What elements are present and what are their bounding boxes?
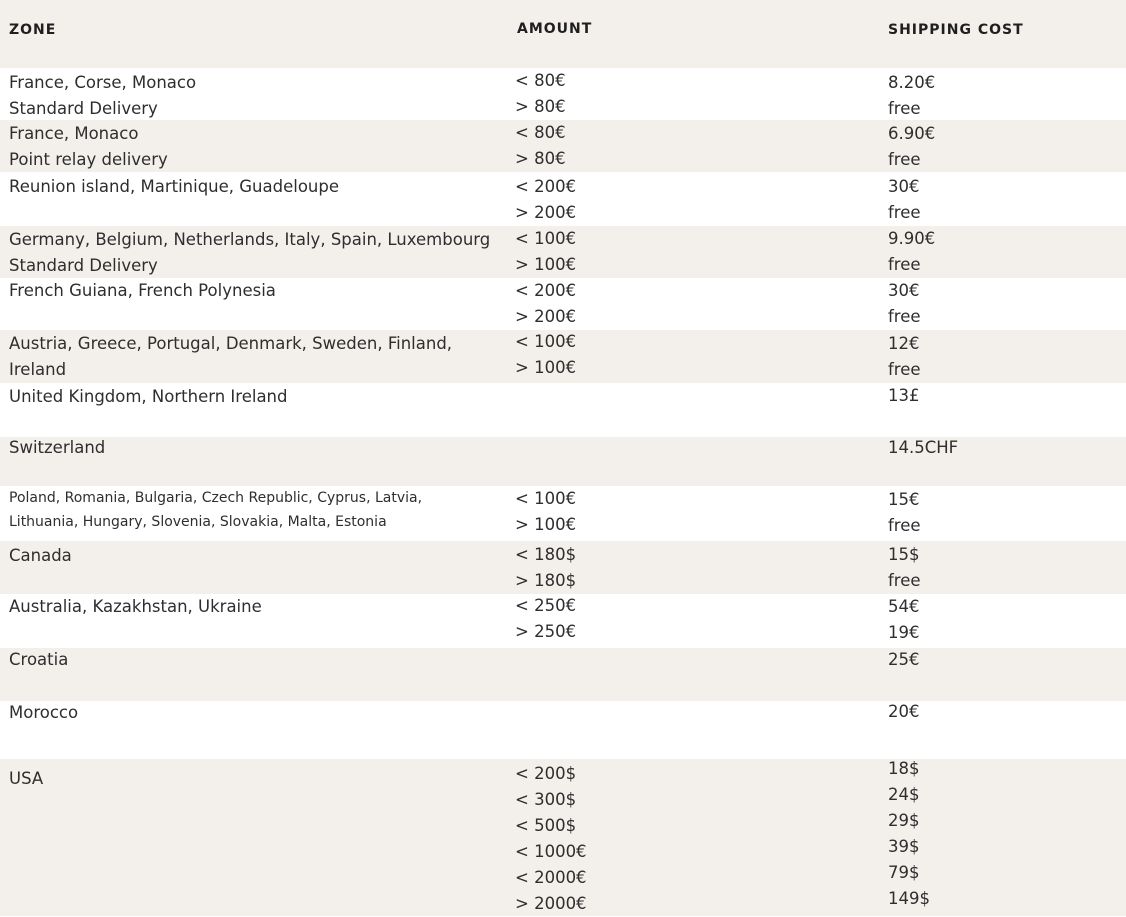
shipping-cost-cell: 18$	[888, 759, 920, 778]
shipping-cost-cell: 24$	[888, 785, 920, 804]
shipping-cost-cell: 15$	[888, 545, 920, 564]
table-row	[0, 648, 1126, 701]
shipping-cost-cell: free	[888, 307, 921, 326]
table-row	[0, 541, 1126, 594]
table-row	[0, 330, 1126, 383]
amount-cell: > 2000€	[515, 894, 587, 913]
zone-cell: Point relay delivery	[9, 150, 168, 169]
shipping-cost-cell: free	[888, 255, 921, 274]
zone-cell: United Kingdom, Northern Ireland	[9, 387, 288, 406]
shipping-cost-cell: 30€	[888, 177, 920, 196]
shipping-cost-cell: free	[888, 99, 921, 118]
shipping-cost-cell: 79$	[888, 863, 920, 882]
shipping-cost-cell: 54€	[888, 597, 920, 616]
amount-cell: < 200€	[515, 281, 577, 300]
shipping-cost-cell: 14.5CHF	[888, 438, 959, 457]
table-row	[0, 594, 1126, 648]
amount-cell: > 100€	[515, 255, 577, 274]
table-row	[0, 68, 1126, 120]
zone-cell: Croatia	[9, 650, 69, 669]
amount-column-header: AMOUNT	[517, 21, 593, 37]
table-row	[0, 383, 1126, 437]
amount-cell: < 2000€	[515, 868, 587, 887]
table-row	[0, 120, 1126, 172]
amount-cell: > 100€	[515, 515, 577, 534]
shipping-cost-cell: 30€	[888, 281, 920, 300]
shipping-cost-cell: 9.90€	[888, 229, 936, 248]
amount-cell: < 100€	[515, 229, 577, 248]
shipping-cost-cell: free	[888, 203, 921, 222]
zone-cell: France, Corse, Monaco	[9, 73, 197, 92]
table-row	[0, 701, 1126, 759]
amount-cell: < 80€	[515, 71, 566, 90]
zone-cell: France, Monaco	[9, 124, 139, 143]
table-header	[0, 0, 1126, 68]
zone-cell: Standard Delivery	[9, 256, 158, 275]
zone-column-header: ZONE	[9, 22, 57, 38]
shipping-cost-cell: 39$	[888, 837, 920, 856]
shipping-cost-cell: 13£	[888, 386, 920, 405]
table-row	[0, 278, 1126, 330]
amount-cell: < 300$	[515, 790, 577, 809]
amount-cell: > 200€	[515, 307, 577, 326]
amount-cell: > 100€	[515, 358, 577, 377]
shipping-cost-cell: 19€	[888, 623, 920, 642]
amount-cell: > 80€	[515, 97, 566, 116]
table-row	[0, 172, 1126, 226]
zone-cell: Germany, Belgium, Netherlands, Italy, Spain, Luxembourg	[9, 230, 491, 249]
shipping-cost-cell: 149$	[888, 889, 930, 908]
shipping-cost-cell: 20€	[888, 702, 920, 721]
zone-cell: Switzerland	[9, 438, 106, 457]
zone-cell: French Guiana, French Polynesia	[9, 281, 276, 300]
zone-cell: Standard Delivery	[9, 99, 158, 118]
zone-cell: Poland, Romania, Bulgaria, Czech Republic, Cyprus, Latvia,	[9, 490, 423, 506]
shipping-cost-cell: free	[888, 516, 921, 535]
table-row	[0, 437, 1126, 486]
shipping-cost-cell: free	[888, 360, 921, 379]
amount-cell: < 100€	[515, 489, 577, 508]
zone-cell: USA	[9, 769, 44, 788]
zone-cell: Lithuania, Hungary, Slovenia, Slovakia, Malta, Estonia	[9, 514, 387, 530]
shipping-cost-cell: 29$	[888, 811, 920, 830]
shipping-cost-cell: 12€	[888, 334, 920, 353]
shipping-cost-column-header: SHIPPING COST	[888, 22, 1024, 38]
amount-cell: < 100€	[515, 332, 577, 351]
amount-cell: < 200€	[515, 177, 577, 196]
table-row	[0, 759, 1126, 916]
amount-cell: > 200€	[515, 203, 577, 222]
shipping-cost-cell: 8.20€	[888, 73, 936, 92]
amount-cell: > 80€	[515, 149, 566, 168]
zone-cell: Morocco	[9, 703, 79, 722]
table-row	[0, 486, 1126, 541]
amount-cell: < 250€	[515, 596, 577, 615]
amount-cell: < 180$	[515, 545, 577, 564]
shipping-cost-cell: 25€	[888, 650, 920, 669]
amount-cell: > 250€	[515, 622, 577, 641]
table-row	[0, 226, 1126, 278]
amount-cell: < 80€	[515, 123, 566, 142]
zone-cell: Australia, Kazakhstan, Ukraine	[9, 597, 262, 616]
shipping-cost-cell: free	[888, 571, 921, 590]
shipping-cost-cell: free	[888, 150, 921, 169]
zone-cell: Reunion island, Martinique, Guadeloupe	[9, 177, 340, 196]
amount-cell: > 180$	[515, 571, 577, 590]
shipping-cost-cell: 6.90€	[888, 124, 936, 143]
zone-cell: Ireland	[9, 360, 67, 379]
amount-cell: < 200$	[515, 764, 577, 783]
zone-cell: Austria, Greece, Portugal, Denmark, Sweden, Finland,	[9, 334, 453, 353]
zone-cell: Canada	[9, 546, 72, 565]
amount-cell: < 500$	[515, 816, 577, 835]
shipping-cost-cell: 15€	[888, 490, 920, 509]
amount-cell: < 1000€	[515, 842, 587, 861]
